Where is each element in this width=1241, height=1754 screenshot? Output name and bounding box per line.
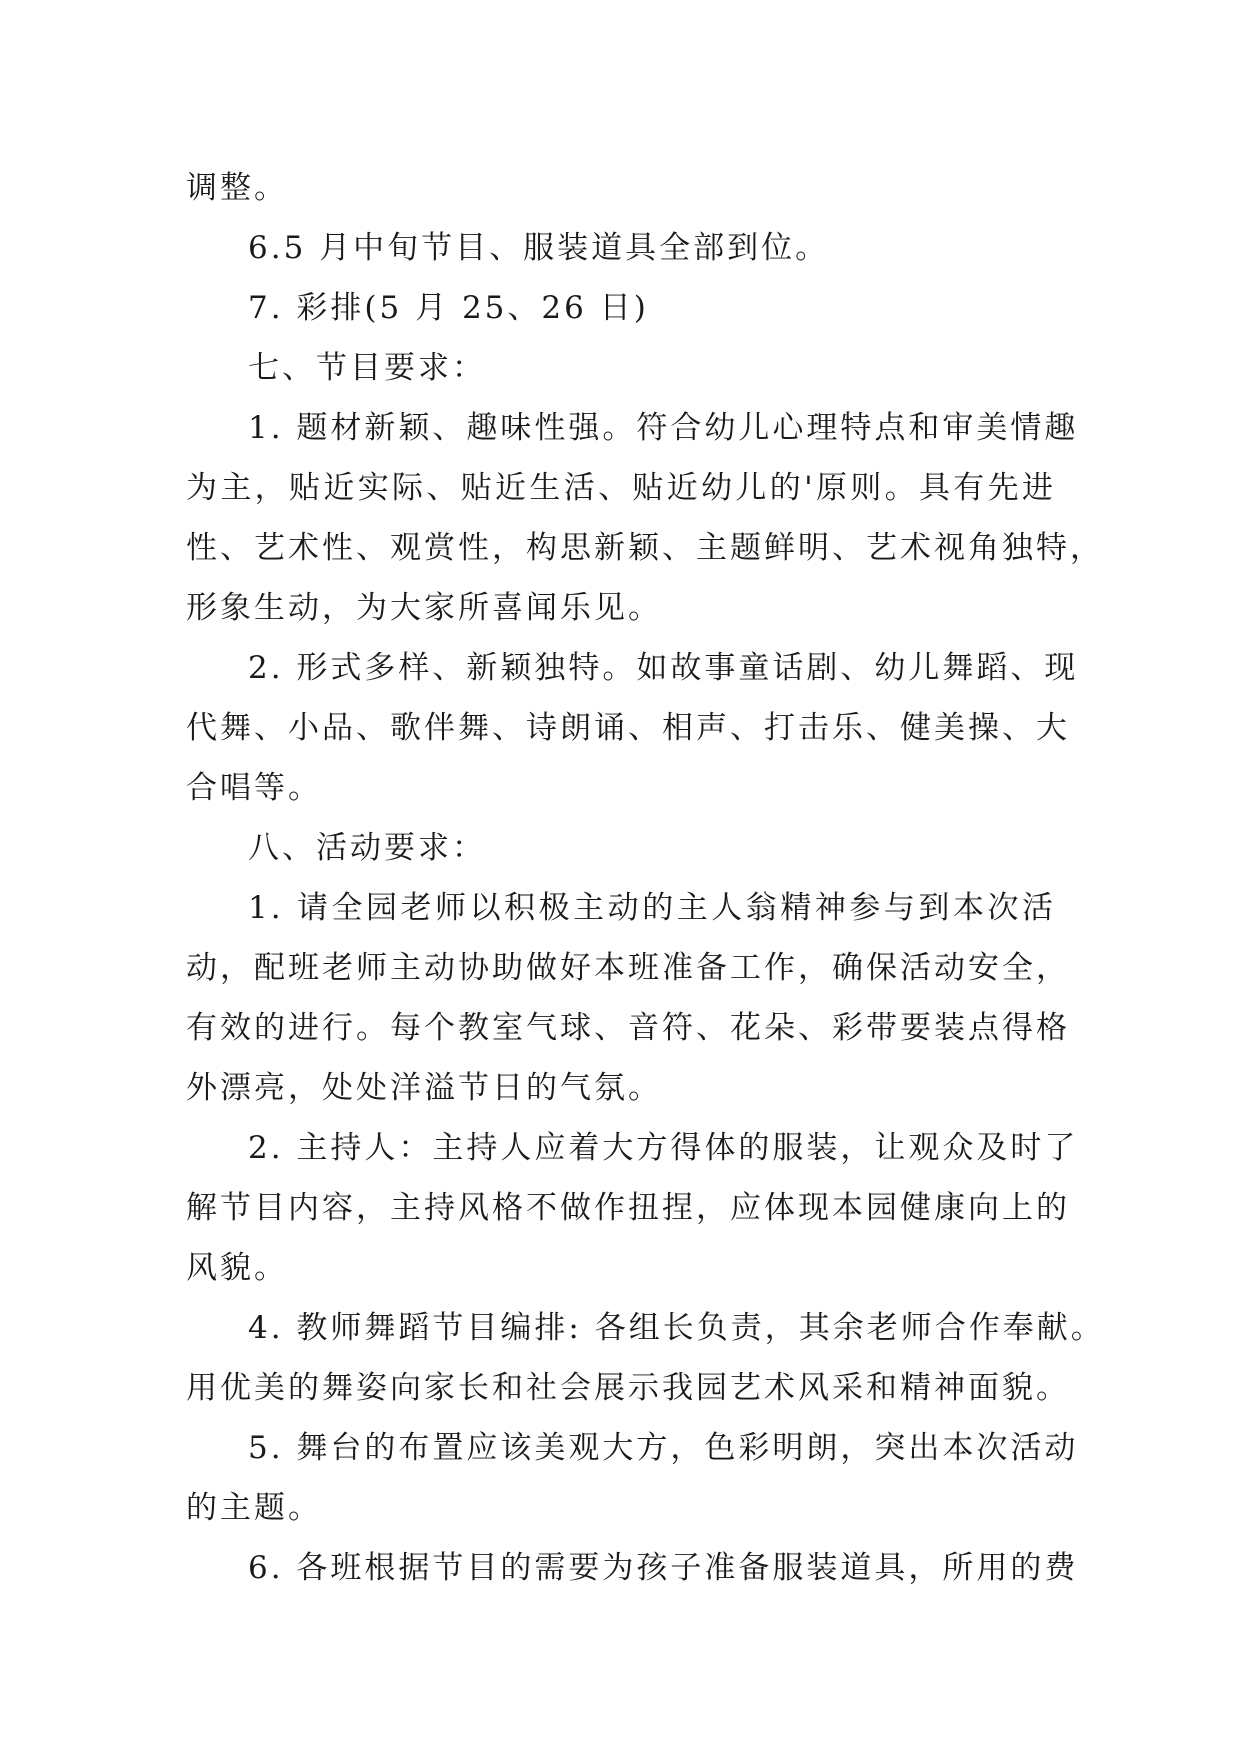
text-line: 6.5 月中旬节目、服装道具全部到位。	[248, 230, 830, 266]
text-line: 1. 题材新颖、趣味性强。符合幼儿心理特点和审美情趣	[248, 410, 1079, 446]
text-line: 代舞、小品、歌伴舞、诗朗诵、相声、打击乐、健美操、大	[186, 710, 1070, 746]
section-heading: 七、节目要求：	[248, 350, 486, 386]
text-line: 外漂亮，处处洋溢节日的气氛。	[186, 1070, 662, 1106]
text-line: 风貌。	[186, 1250, 288, 1286]
text-line: 2. 形式多样、新颖独特。如故事童话剧、幼儿舞蹈、现	[248, 650, 1079, 686]
text-line: 1. 请全园老师以积极主动的主人翁精神参与到本次活	[248, 890, 1056, 926]
text-line: 动，配班老师主动协助做好本班准备工作，确保活动安全，	[186, 950, 1070, 986]
text-line: 7. 彩排(5 月 25、26 日)	[248, 290, 649, 326]
text-line: 解节目内容，主持风格不做作扭捏，应体现本园健康向上的	[186, 1190, 1070, 1226]
text-line: 4. 教师舞蹈节目编排: 各组长负责，其余老师合作奉献。	[248, 1310, 1105, 1346]
text-line: 6. 各班根据节目的需要为孩子准备服装道具，所用的费	[248, 1550, 1079, 1586]
document-body	[186, 158, 1105, 1598]
text-line: 合唱等。	[186, 770, 322, 806]
text-line: 用优美的舞姿向家长和社会展示我园艺术风采和精神面貌。	[186, 1370, 1070, 1406]
text-line: 形象生动，为大家所喜闻乐见。	[186, 590, 662, 626]
text-line: 性、艺术性、观赏性，构思新颖、主题鲜明、艺术视角独特，	[186, 530, 1104, 566]
text-line: 的主题。	[186, 1490, 322, 1526]
section-heading: 八、活动要求：	[248, 830, 486, 866]
text-line: 2. 主持人：主持人应着大方得体的服装，让观众及时了	[248, 1130, 1079, 1166]
text-line: 为主，贴近实际、贴近生活、贴近幼儿的'原则。具有先进	[186, 470, 1056, 506]
text-line: 5. 舞台的布置应该美观大方，色彩明朗，突出本次活动	[248, 1430, 1079, 1466]
text-line: 调整。	[186, 170, 288, 206]
text-line: 有效的进行。每个教室气球、音符、花朵、彩带要装点得格	[186, 1010, 1070, 1046]
